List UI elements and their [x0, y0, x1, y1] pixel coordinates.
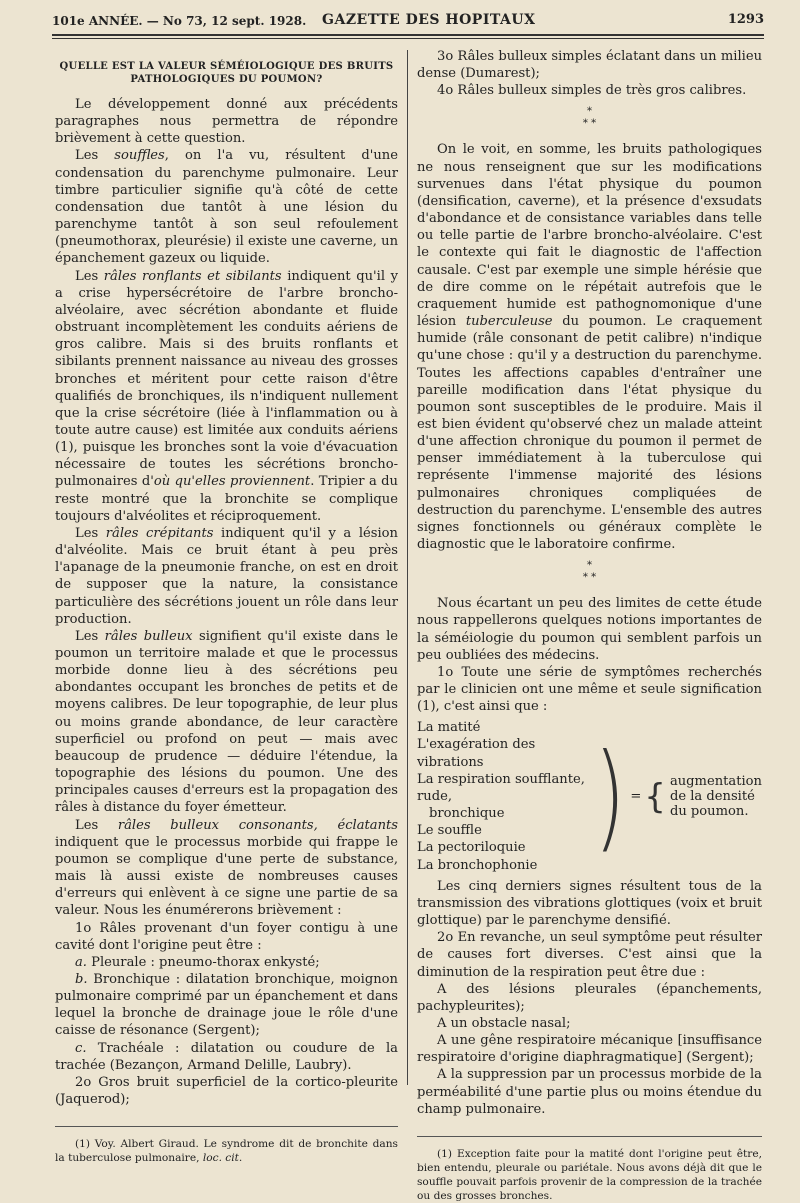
closing-brace-icon: ) [594, 728, 626, 864]
header-rule-thin [52, 38, 764, 39]
footnote-rule [417, 1136, 762, 1137]
result-line: de la densité [669, 789, 755, 805]
paragraph: Les cinq derniers signes résultent tous de la transmission des vibrations glottiques (voix et bruit glottique) par le parenchyme densifié. [417, 878, 762, 929]
footnote: (1) Voy. Albert Giraud. Le syndrome dit de bronchite dans la tuberculose pulmonaire, loc. cit. [55, 1138, 398, 1165]
issue-info: 101e ANNÉE. — No 73, 12 sept. 1928. [52, 14, 307, 28]
paragraph: 1o Toute une série de symptômes recherchés par le clinicien ont une même et seule signification (1), c'est ainsi que : [417, 664, 762, 715]
paragraph: Nous écartant un peu des limites de cette étude nous rappellerons quelques notions importantes de la séméiologie du poumon qui semblent parfois un peu oubliées des médecins. [417, 596, 762, 663]
list-item: A un obstacle nasal; [437, 1015, 571, 1031]
paragraph: Les râles ronflants et sibilants indiquent qu'il y a crise hypersécrétoire de l'arbre broncho-alvéolaire, avec sécrétion abondante et fluide obstruant incomplètement les conduits aériens de gros calibre. Mais si des bruits ronflants et sibilants prennent naissance au niveau des grosses bronches et méritent pour cette raison d'être qualifiés de bronchiques, ils n'indiquent nullement que la crise sécrétoire (liée à l'inflammation ou à toute autre cause) est limitée aux conduits aériens (1), puisque les bronches sont la voie d'évacuation nécessaire de toutes les sécrétions broncho-pulmonaires d'où qu'elles proviennent. Tripier a du reste montré que la bronchite se complique toujours d'alvéolites et réciproquement. [55, 268, 399, 524]
list-item: 4o Râles bulleux simples de très gros calibres. [437, 83, 747, 99]
sign-item: La respiration soufflante, rude, [417, 771, 585, 804]
left-column [55, 60, 398, 1165]
list-item: b. Bronchique : dilatation bronchique, moignon pulmonaire comprimé par un épanchement et dans lequel la bronche de drainage joue le rôle d'une caisse de résonance (Sergent); [55, 971, 398, 1039]
sign-item: La matité [417, 720, 481, 736]
paragraph: 2o Gros bruit superficiel de la cortico-pleurite (Jaquerod); [55, 1074, 398, 1108]
signs-table [417, 719, 762, 873]
footnote-rule [55, 1126, 398, 1127]
section-title: QUELLE EST LA VALEUR SÉMÉIOLOGIQUE DES BRUITS PATHOLOGIQUES DU POUMON? [59, 61, 394, 85]
footnote: (1) Exception faite pour la matité dont l'origine peut être, bien entendu, pleurale ou pariétale. Nous avons déjà dit que le souffle pouvait parfois provenir de la compression de la trachée ou des grosses bronches. [417, 1147, 762, 1202]
journal-title: GAZETTE DES HOPITAUX [322, 12, 536, 28]
page-header [52, 10, 764, 32]
paragraph: On le voit, en somme, les bruits pathologiques ne nous renseignent que sur les modifications survenues dans l'état physique du poumon (densification, caverne), et la présence d'exsudats d'abondance et de consistance variables dans telle ou telle partie de l'arbre broncho-alvéolaire. C'est le contexte qui fait le diagnostic de l'affection causale. C'est par exemple une simple hérésie que de dire comme on le répétait autrefois que le craquement humide est pathognomonique d'une lésion tuberculeuse du poumon. Le craquement humide (râle consonant de petit calibre) n'indique qu'une chose : qu'il y a destruction du parenchyme. Toutes les affections capables d'entraîner une pareille modification dans l'état physique du poumon sont susceptibles de le produire. Mais il est bien évident qu'observé chez un malade atteint d'une affection chronique du poumon il permet de penser immédiatement à la tuberculose qui représente l'immense majorité des lésions pulmonaires chroniques compliquées de destruction du parenchyme. L'ensemble des autres signes fonctionnels ou généraux complète le diagnostic que le laboratoire confirme. [417, 142, 762, 553]
opening-brace-icon: { [644, 776, 666, 817]
header-rule [52, 34, 764, 36]
list-item: A la suppression par un processus morbide de la perméabilité d'une partie plus ou moins étendue du champ pulmonaire. [417, 1067, 762, 1117]
sign-item: La pectoriloquie [417, 840, 526, 856]
sign-item: Le souffle [417, 823, 482, 839]
section-separator: * * * [582, 106, 597, 130]
paragraph: Les râles bulleux consonants, éclatants indiquent que le processus morbide qui frappe le poumon se complique d'une perte de substance, mais là aussi existe de nombreuses causes d'erreurs qui enlèvent à ce signe une partie de sa valeur. Nous les énumérerons brièvement : [55, 817, 399, 919]
paragraph: Le développement donné aux précédents paragraphes nous permettra de répondre brièvement à cette question. [55, 97, 398, 147]
list-item: A une gêne respiratoire mécanique [insuffisance respiratoire d'origine diaphragmatique] (Sergent); [417, 1033, 762, 1066]
signs-list [417, 719, 594, 873]
list-item: c. Trachéale : dilatation ou coudure de la trachée (Bezançon, Armand Delille, Laubry). [55, 1040, 398, 1073]
list-item: a. Pleurale : pneumo-thorax enkysté; [75, 954, 320, 970]
page-number: 1293 [727, 12, 764, 27]
sign-item: L'exagération des vibrations [417, 737, 536, 770]
signs-result [670, 774, 762, 819]
result-line: du poumon. [669, 804, 749, 820]
sign-item: La bronchophonie [417, 857, 538, 873]
paragraph: 1o Râles provenant d'un foyer contigu à une cavité dont l'origine peut être : [55, 920, 398, 953]
equals-sign: = [630, 788, 642, 804]
list-item: 3o Râles bulleux simples éclatant dans un milieu dense (Dumarest); [417, 49, 762, 82]
section-separator: * * * [582, 560, 597, 584]
sign-item: bronchique [429, 806, 505, 822]
paragraph: 2o En revanche, un seul symptôme peut résulter de causes fort diverses. C'est ainsi que la diminution de la respiration peut être due : [417, 930, 762, 980]
right-column [417, 48, 762, 1203]
result-line: augmentation [669, 774, 762, 790]
column-divider [407, 50, 408, 1085]
paragraph: Les râles crépitants indiquent qu'il y a lésion d'alvéolite. Mais ce bruit étant à peu près l'apanage de la pneumonie franche, on est en droit de supposer que la nature, la consistance particulière des sécrétions jouent un rôle dans leur production. [55, 525, 398, 627]
paragraph: Les souffles, on l'a vu, résultent d'une condensation du parenchyme pulmonaire. Leur timbre particulier signifie qu'à côté de cette condensation due tantôt à une lésion du parenchyme tantôt à son seul refoulement (pneumothorax, pleurésie) il existe une caverne, un épanchement gazeux ou liquide. [55, 148, 398, 267]
list-item: A des lésions pleurales (épanchements, pachypleurites); [417, 981, 762, 1014]
paragraph: Les râles bulleux signifient qu'il existe dans le poumon un territoire malade et que le processus morbide donne lieu à des sécrétions peu abondantes occupant les bronches de petits et de moyens calibres. De leur topographie, de leur plus ou moins grande abondance, de leur caractère superficiel ou profond on peut — mais avec beaucoup de prudence — déduire l'étendue, la topographie des lésions du poumon. Une des principales causes d'erreurs est la propagation des râles à distance du foyer émetteur. [55, 628, 399, 816]
